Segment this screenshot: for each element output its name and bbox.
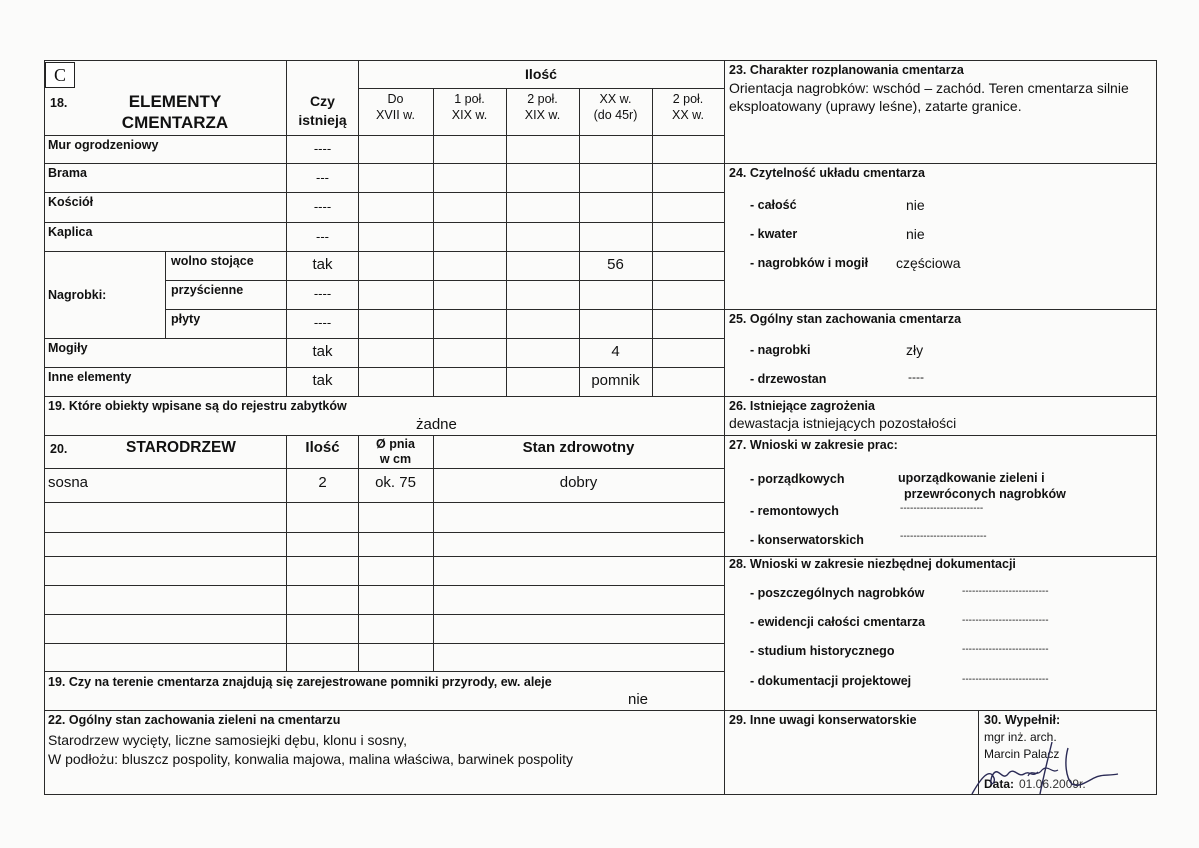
frame-right <box>1156 60 1157 795</box>
s24-value-kwater: nie <box>906 226 925 242</box>
row-czy-kosciol: ---- <box>313 199 332 214</box>
signature-icon <box>968 738 1128 802</box>
s30-line2: Marcin Palacz <box>984 747 1060 761</box>
s27-value-konserwatorskich: -------------------------- <box>900 531 987 542</box>
s24-value-nagrobkow: częściowa <box>896 255 961 271</box>
table20-stan-header: Stan zdrowotny <box>522 439 635 456</box>
hline <box>44 135 724 136</box>
period-header-4-l1: XX w. <box>599 92 632 106</box>
row-label-kaplica: Kaplica <box>48 225 93 239</box>
row-label-plyty: płyty <box>171 312 201 326</box>
czy-header-line2: istnieją <box>298 112 347 128</box>
row-czy-plyty: ---- <box>313 315 332 330</box>
s24-item-kwater: - kwater <box>750 227 798 241</box>
s28-item-1: - poszczególnych nagrobków <box>750 586 925 600</box>
hline <box>724 396 1156 397</box>
period-header-5-l2: XX w. <box>672 108 704 122</box>
hline <box>724 435 1156 436</box>
s28-value-2: -------------------------- <box>962 615 1049 626</box>
row-xx-mogily: 4 <box>611 343 620 360</box>
tree-name: sosna <box>48 474 89 491</box>
hline <box>44 614 724 615</box>
section29-label: 29. Inne uwagi konserwatorskie <box>729 713 917 727</box>
s27-item-remontowych: - remontowych <box>750 504 839 518</box>
tree-stan: dobry <box>559 474 598 491</box>
hline <box>44 251 724 252</box>
hline <box>724 710 1156 711</box>
hline <box>44 710 724 711</box>
s28-value-1: -------------------------- <box>962 586 1049 597</box>
hline <box>44 435 724 436</box>
vline <box>433 88 434 396</box>
vline <box>652 88 653 396</box>
s25-value-nagrobki: zły <box>906 342 924 358</box>
s24-item-nagrobkow: - nagrobków i mogił <box>750 256 869 270</box>
section24-label: 24. Czytelność układu cmentarza <box>729 166 925 180</box>
section23-line2: eksploatowany (uprawy leśne), zatarte granice. <box>729 98 1022 114</box>
section30-label: 30. Wypełnił: <box>984 713 1061 727</box>
section19-register-label: 19. Które obiekty wpisane są do rejestru zabytków <box>48 399 347 413</box>
section28-label: 28. Wnioski w zakresie niezbędnej dokumentacji <box>729 557 1016 571</box>
hline <box>44 468 724 469</box>
row-czy-kaplica: --- <box>316 229 329 244</box>
row-czy-przyscienne: ---- <box>313 286 332 301</box>
table20-ilosc-header: Ilość <box>305 439 340 456</box>
table20-pnia-header-l2: w cm <box>379 452 412 466</box>
hline <box>165 309 724 310</box>
czy-header-line1: Czy <box>310 93 335 109</box>
section26-value: dewastacja istniejących pozostałości <box>729 415 957 431</box>
hline <box>44 163 724 164</box>
table18-title-line2: CMENTARZA <box>121 113 229 132</box>
row-czy-mur: ---- <box>313 141 332 156</box>
s30-line1: mgr inż. arch. <box>984 730 1057 744</box>
s28-item-2: - ewidencji całości cmentarza <box>750 615 926 629</box>
section22-line2: W podłożu: bluszcz pospolity, konwalia majowa, malina właściwa, barwinek pospolity <box>48 751 573 767</box>
hline <box>44 585 724 586</box>
vline <box>286 435 287 671</box>
vline <box>433 435 434 671</box>
row-label-brama: Brama <box>48 166 87 180</box>
tree-pnia: ok. 75 <box>375 474 416 491</box>
table20-title: STARODRZEW <box>126 439 236 456</box>
hline <box>44 222 724 223</box>
section19-nature-value: nie <box>628 691 649 708</box>
hline <box>44 671 724 672</box>
section27-label: 27. Wnioski w zakresie prac: <box>729 438 898 452</box>
table20-pnia-header-l1: Ø pnia <box>376 437 415 451</box>
s28-value-3: -------------------------- <box>962 644 1049 655</box>
s27-value-porzadkowych-l2: przewróconych nagrobków <box>904 487 1066 501</box>
section26-label: 26. Istniejące zagrożenia <box>729 399 875 413</box>
s24-value-calosc: nie <box>906 197 925 213</box>
s28-item-3: - studium historycznego <box>750 644 895 658</box>
hline <box>44 396 724 397</box>
s30-data-label: Data: <box>984 777 1015 791</box>
period-header-2-l1: 1 poł. <box>454 92 485 106</box>
period-header-1-l2: XVII w. <box>376 108 415 122</box>
row-czy-wolno-stojace: tak <box>312 256 333 273</box>
row-xx-wolno-stojace: 56 <box>607 256 624 273</box>
nagrobki-group-label: Nagrobki: <box>48 288 107 302</box>
vline <box>506 88 507 396</box>
hline <box>44 502 724 503</box>
hline <box>165 280 724 281</box>
row-label-wolno-stojace: wolno stojące <box>171 254 254 268</box>
ilosc-header: Ilość <box>525 66 557 82</box>
frame-left <box>44 60 45 795</box>
s25-item-nagrobki: - nagrobki <box>750 343 811 357</box>
hline <box>44 367 724 368</box>
table18-number: 18. <box>50 96 68 110</box>
section25-label: 25. Ogólny stan zachowania cmentarza <box>729 312 962 326</box>
hline <box>724 163 1156 164</box>
s28-item-4: - dokumentacji projektowej <box>750 674 912 688</box>
row-label-przyscienne: przyścienne <box>171 283 244 297</box>
hline <box>44 192 724 193</box>
row-label-mogily: Mogiły <box>48 341 88 355</box>
row-label-mur: Mur ogrodzeniowy <box>48 138 159 152</box>
table20-number: 20. <box>50 442 68 456</box>
s28-value-4: -------------------------- <box>962 674 1049 685</box>
section22-line1: Starodrzew wycięty, liczne samosiejki dębu, klonu i sosny, <box>48 732 407 748</box>
hline <box>44 532 724 533</box>
vline <box>165 251 166 338</box>
hline <box>44 338 724 339</box>
section-c-box: C <box>45 62 75 88</box>
hline <box>44 643 724 644</box>
period-header-4-l2: (do 45r) <box>593 108 638 122</box>
s25-value-drzewostan: ---- <box>908 370 924 384</box>
period-header-2-l2: XIX w. <box>451 108 488 122</box>
row-czy-mogily: tak <box>312 343 333 360</box>
middle-divider <box>724 60 725 795</box>
row-czy-inne: tak <box>312 372 333 389</box>
s30-data-value: 01.06.2009r. <box>1019 777 1086 791</box>
hline <box>44 556 724 557</box>
frame-top <box>44 60 1157 61</box>
vline <box>358 435 359 671</box>
s27-item-porzadkowych: - porządkowych <box>750 472 845 486</box>
section19-nature-label: 19. Czy na terenie cmentarza znajdują się zarejestrowane pomniki przyrody, ew. aleje <box>48 675 552 689</box>
period-header-3-l1: 2 poł. <box>527 92 558 106</box>
s24-item-calosc: - całość <box>750 198 797 212</box>
tree-ilosc: 2 <box>318 474 327 491</box>
section22-label: 22. Ogólny stan zachowania zieleni na cmentarzu <box>48 713 341 727</box>
table18-title-line1: ELEMENTY <box>128 92 222 111</box>
hline <box>358 88 724 89</box>
period-header-3-l2: XIX w. <box>524 108 561 122</box>
s27-item-konserwatorskich: - konserwatorskich <box>750 533 864 547</box>
period-header-5-l1: 2 poł. <box>672 92 704 106</box>
hline <box>724 309 1156 310</box>
s27-value-remontowych: ------------------------- <box>900 503 984 514</box>
s25-item-drzewostan: - drzewostan <box>750 372 827 386</box>
period-header-1-l1: Do <box>387 92 404 106</box>
section23-label: 23. Charakter rozplanowania cmentarza <box>729 63 964 77</box>
section23-line1: Orientacja nagrobków: wschód – zachód. Teren cmentarza silnie <box>729 80 1129 96</box>
row-label-kosciol: Kościół <box>48 195 94 209</box>
s27-value-porzadkowych-l1: uporządkowanie zieleni i <box>898 471 1045 485</box>
row-czy-brama: --- <box>316 170 329 185</box>
row-xx-inne: pomnik <box>591 372 640 389</box>
section19-register-value: żadne <box>416 416 457 433</box>
row-label-inne: Inne elementy <box>48 370 132 384</box>
